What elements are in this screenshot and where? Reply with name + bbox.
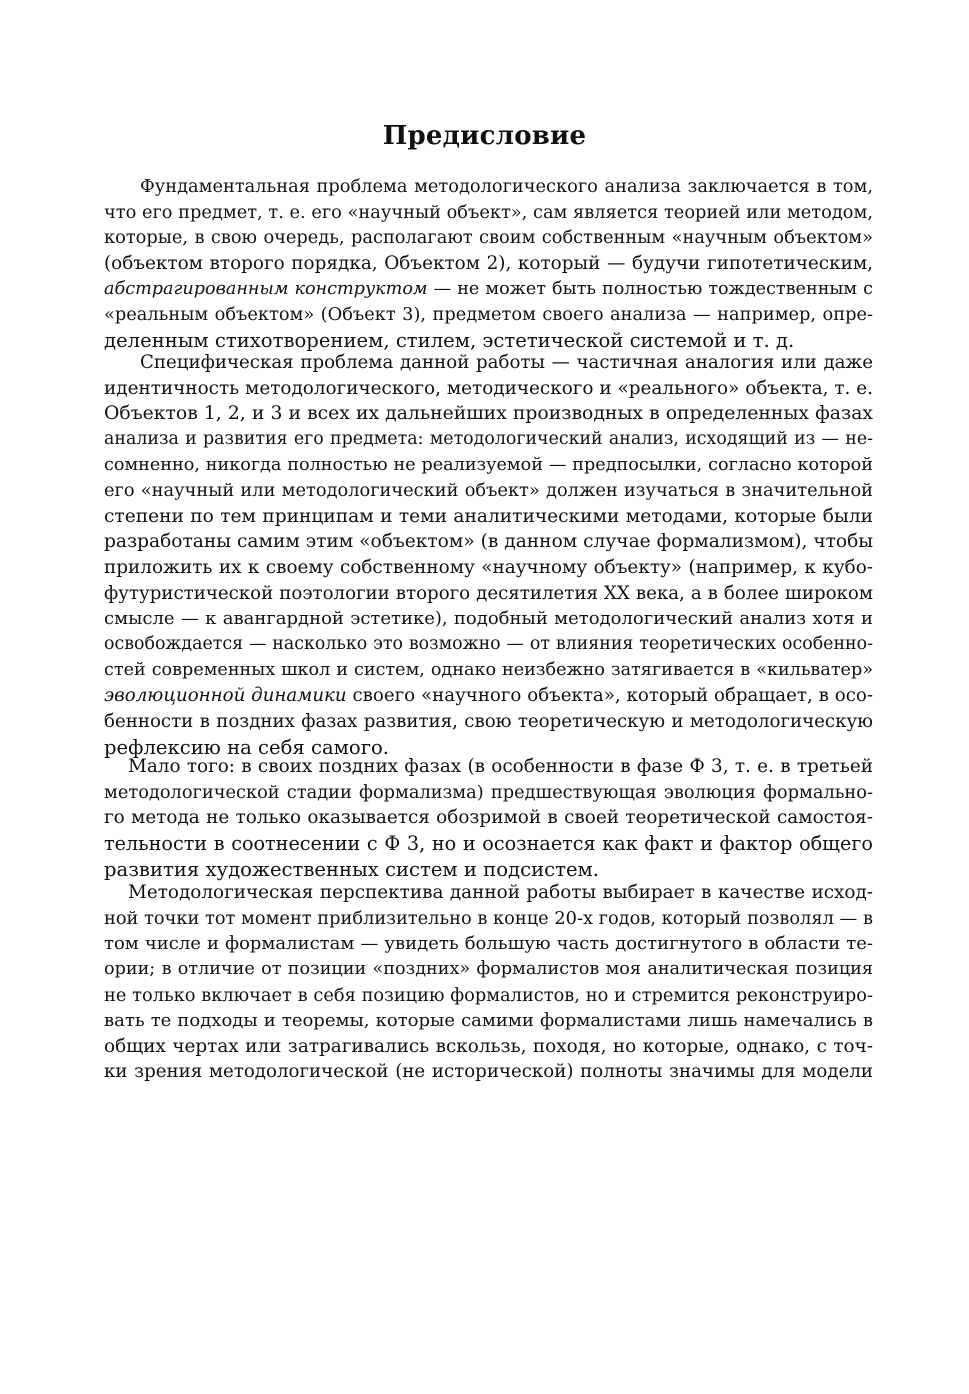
text-line xyxy=(104,683,873,709)
text-line xyxy=(104,277,873,303)
paragraph-1 xyxy=(104,174,873,353)
text-line: бенности в поздних фазах развития, свою теоретическую и методологическую xyxy=(104,710,873,732)
text-line: ной точки тот момент приблизительно в конце 20-х годов, который позволял — в xyxy=(104,907,873,929)
paragraph-2 xyxy=(104,350,873,760)
text-line: которые, в свою очередь, располагают своим собственным «научным объектом» xyxy=(104,227,873,249)
text-line: его «научный или методологический объект» должен изучаться в значительной xyxy=(104,480,873,502)
text-line: вать те подходы и теоремы, которые самими формалистами лишь намечались в xyxy=(104,1010,873,1032)
text-run: — не может быть полностью тождественным с xyxy=(427,278,874,299)
text-line: том числе и формалистам — увидеть большую часть достигнутого в области те- xyxy=(104,933,873,955)
text-line: не только включает в себя позицию формалистов, но и стремится реконструиро- xyxy=(104,984,873,1006)
italic-term: эволюционной динамики xyxy=(104,685,347,707)
page-title: Предисловие xyxy=(382,121,587,151)
text-line: рефлексию на себя самого. xyxy=(104,735,389,759)
text-line: развития художественных систем и подсистем. xyxy=(104,857,600,881)
paragraph-3 xyxy=(104,754,873,882)
text-line: смысле — к авангардной эстетике), подобный методологический анализ хотя и xyxy=(104,608,873,630)
text-line: что его предмет, т. е. его «научный объект», сам является теорией или методом, xyxy=(104,201,873,223)
text-line: Фундаментальная проблема методологического анализа заключается в том, xyxy=(140,176,873,197)
text-line: Объектов 1, 2, и 3 и всех их дальнейших производных в определенных фазах xyxy=(104,403,873,425)
text-line: ории; в отличие от позиции «поздних» формалистов моя аналитическая позиция xyxy=(104,958,873,979)
text-line: разработаны самим этим «объектом» (в данном случае формализмом), чтобы xyxy=(104,531,874,553)
text-line: освобождается — насколько это возможно — от влияния теоретических особеннo- xyxy=(104,634,873,655)
text-line: стей современных школ и систем, однако неизбежно затягивается в «кильватер» xyxy=(104,659,873,680)
text-line: Мало того: в своих поздних фазах (в особенности в фазе Ф 3, т. е. в третьей xyxy=(128,756,873,777)
text-line: сомненно, никогда полностью не реализуемой — предпосылки, согласно которой xyxy=(104,454,873,475)
text-line: деленным стихотворением, стилем, эстетической системой и т. д. xyxy=(104,328,795,352)
text-line: футуристической поэтологии второго десятилетия XX века, а в более широком xyxy=(104,582,873,604)
text-line: Методологическая перспектива данной работы выбирает в качестве исход- xyxy=(128,882,873,903)
text-line: ки зрения методологической (не исторической) полноты значимы для модели xyxy=(104,1061,873,1083)
paragraph-4 xyxy=(104,880,873,1085)
text-line: (объектом второго порядка, Объектом 2), который — будучи гипотетическим, xyxy=(104,252,873,274)
text-line: общих чертах или затрагивались вскользь, походя, но которые, однако, с точ- xyxy=(104,1035,873,1057)
text-line: Специфическая проблема данной работы — частичная аналогия или даже xyxy=(140,352,873,373)
text-line: анализа и развития его предмета: методологический анализ, исходящий из — не- xyxy=(104,428,873,449)
text-line: го метода не только оказывается обозримой в своей теоретической самостоя- xyxy=(104,807,873,829)
text-line: степени по тем принципам и теми аналитическими методами, которые были xyxy=(104,505,873,527)
text-line: идентичность методологического, методического и «реального» объекта, т. е. xyxy=(104,377,873,399)
text-run: своего «научного объекта», который обращает, в осо- xyxy=(346,685,873,707)
text-line: приложить их к своему собственному «научному объекту» (например, к кубо- xyxy=(104,557,873,579)
text-line: методологической стадии формализма) предшествующая эволюция формально- xyxy=(104,781,873,803)
text-line: «реальным объектом» (Объект 3), предметом своего анализа — например, опре- xyxy=(104,304,873,326)
italic-term: абстрагированным конструктом xyxy=(104,278,428,299)
text-line: тельности в соотнесении с Ф 3, но и осознается как факт и фактор общего xyxy=(104,831,873,855)
